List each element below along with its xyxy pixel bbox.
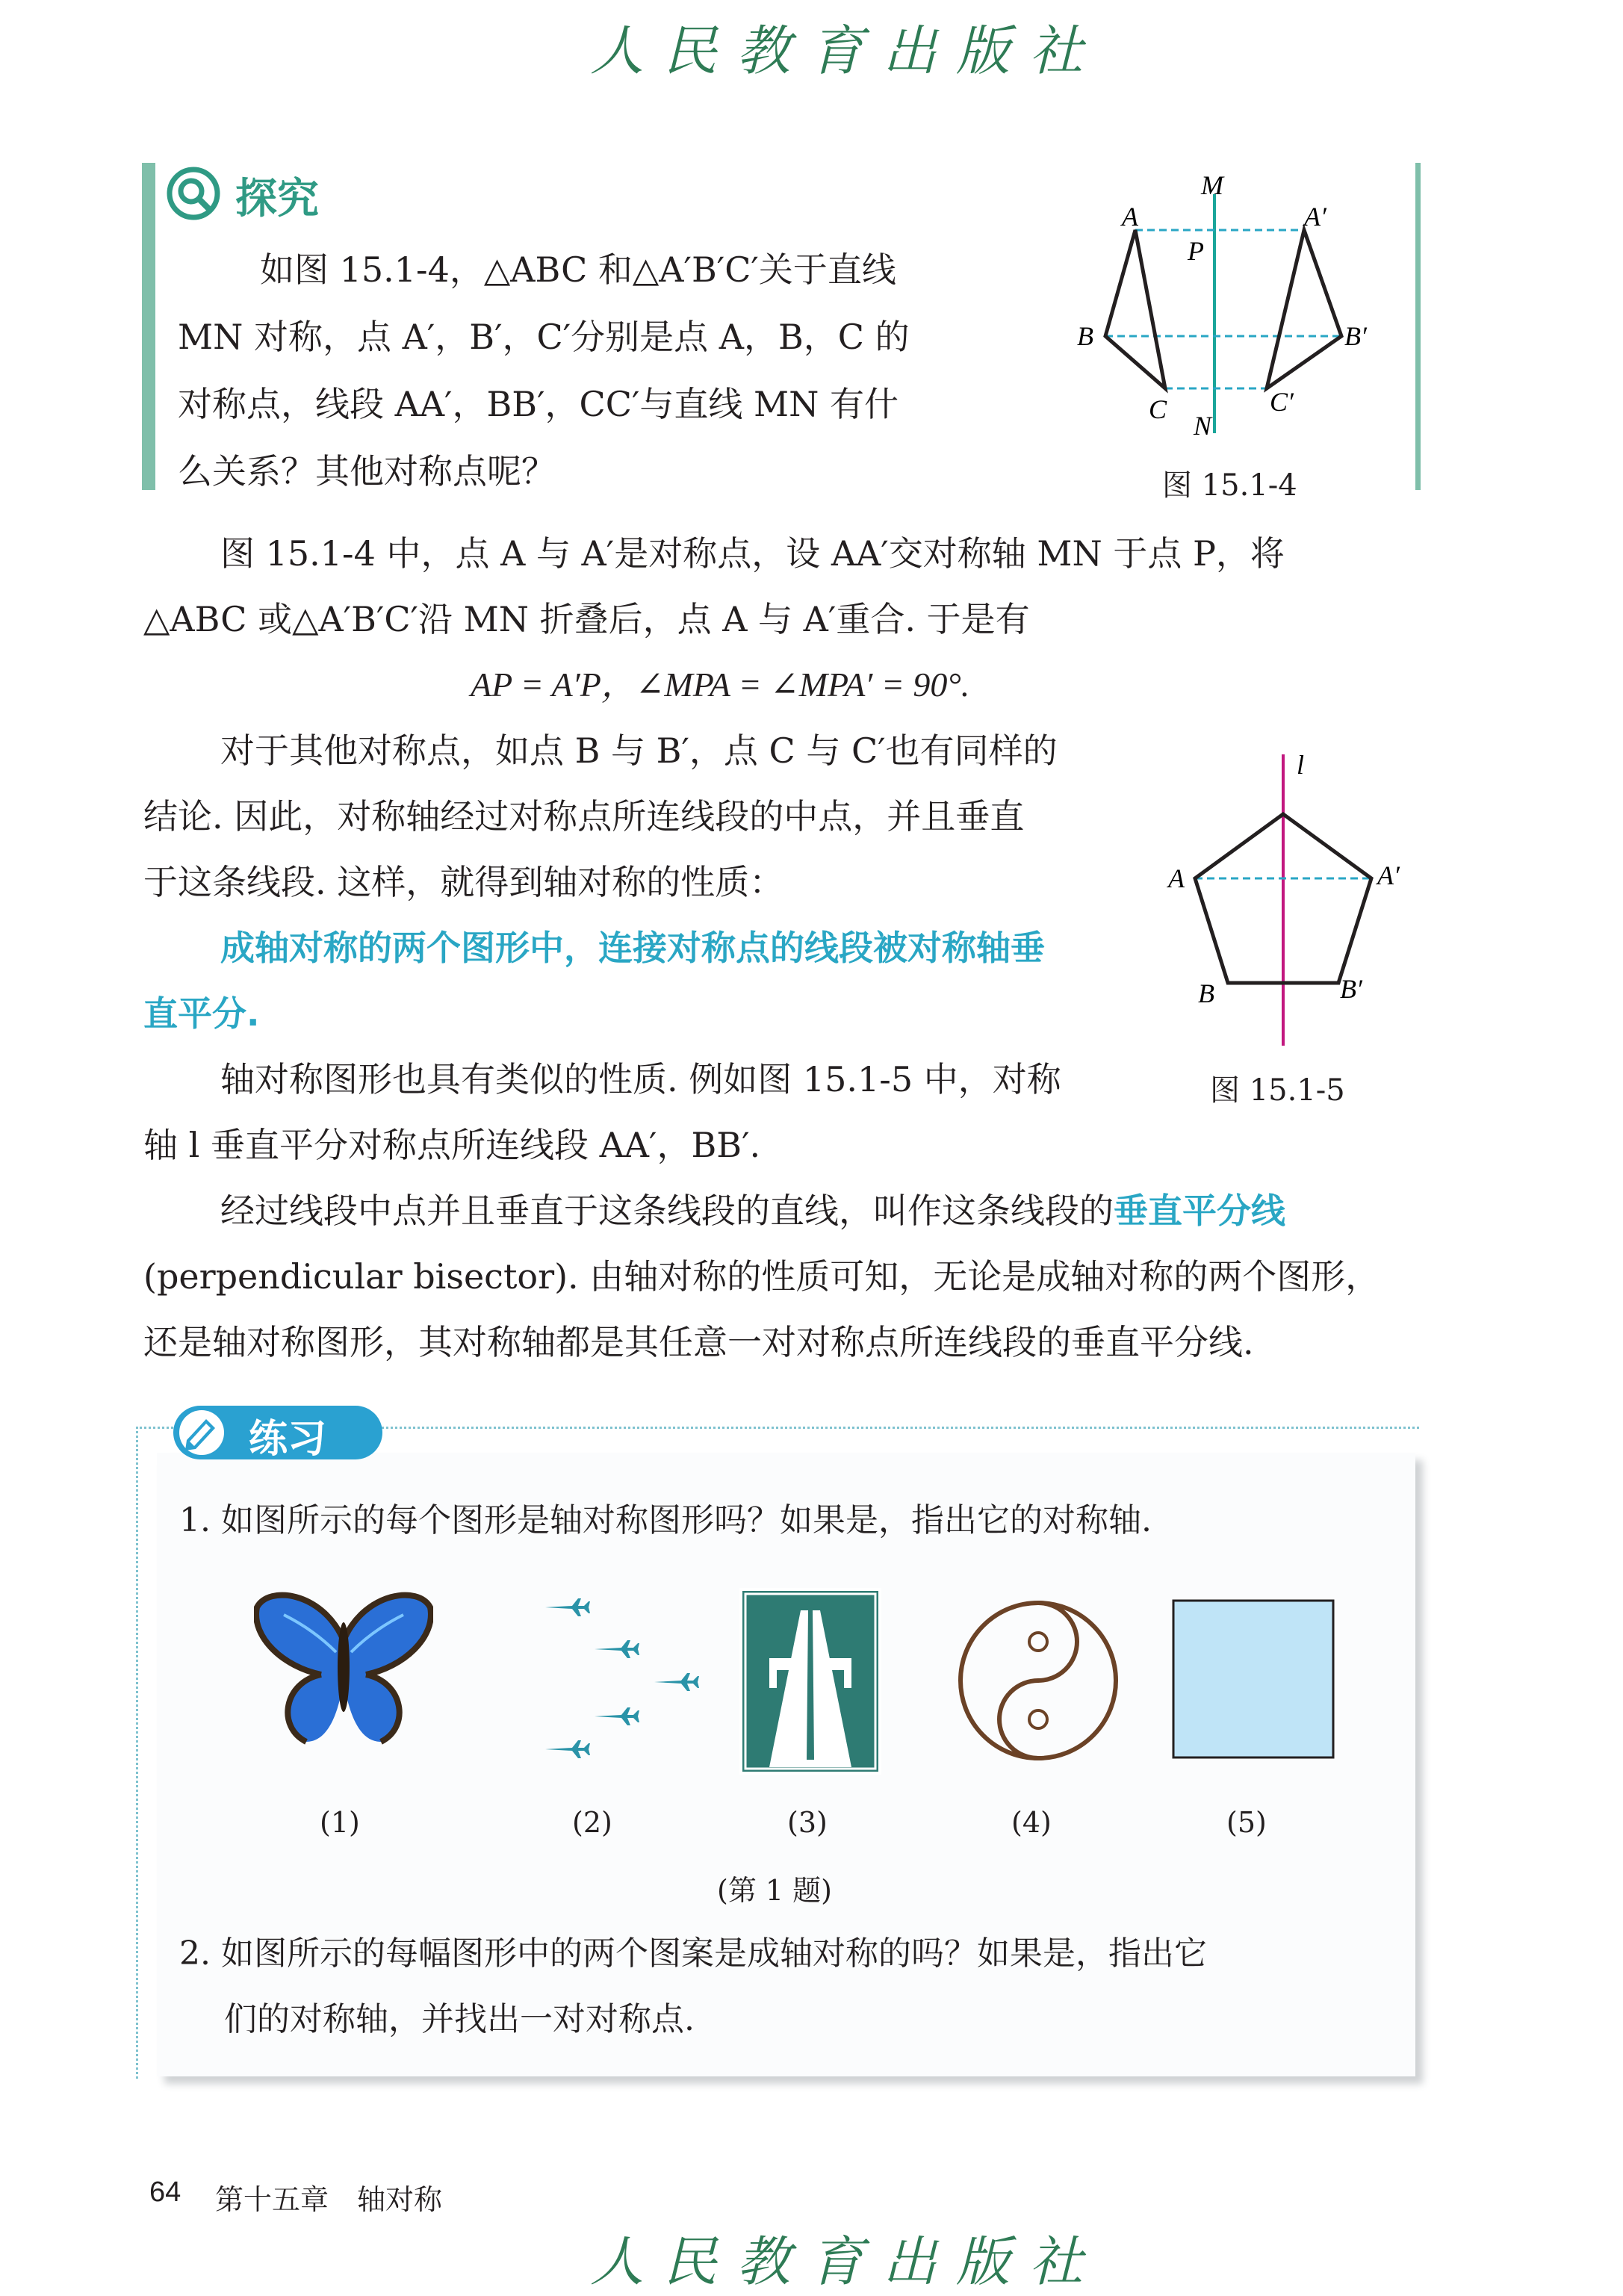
- figure-15-1-4: [1061, 164, 1389, 448]
- explore-line-1: 如图 15.1-4，△ABC 和△A′B′C′关于直线: [260, 249, 896, 290]
- paragraph-1-line-2: △ABC 或△A′B′C′沿 MN 折叠后，点 A 与 A′重合. 于是有: [143, 599, 1030, 639]
- figure-15-1-4-caption: 图 15.1-4: [1162, 468, 1297, 503]
- paragraph-4-line-3: 还是轴对称图形，其对称轴都是其任意一对对称点所连线段的垂直平分线.: [143, 1322, 1254, 1362]
- label-b: B: [1198, 978, 1214, 1008]
- paragraph-1-line-1: 图 15.1-4 中，点 A 与 A′是对称点，设 AA′交对称轴 MN 于点 P，将: [220, 533, 1285, 574]
- page-number: 64: [149, 2176, 181, 2208]
- square-image: [1171, 1598, 1335, 1760]
- label-m: M: [1201, 170, 1223, 200]
- pencil-icon: [176, 1407, 230, 1458]
- figure-label-5: (5): [1226, 1806, 1267, 1839]
- explore-line-3: 对称点，线段 AA′，BB′，CC′与直线 MN 有什: [178, 384, 899, 424]
- figure-15-1-5: [1150, 739, 1419, 1053]
- paragraph-4-start: 经过线段中点并且垂直于这条线段的直线，叫作这条线段的: [220, 1191, 1114, 1231]
- figure-label-1: (1): [320, 1806, 360, 1839]
- label-a: A: [1122, 202, 1138, 232]
- exercise-title: 练习: [249, 1417, 327, 1462]
- paragraph-4-line-2: (perpendicular bisector). 由轴对称的性质可知，无论是成轴对称的两个图形，: [143, 1256, 1380, 1297]
- paragraph-4-line-1: [220, 1178, 1430, 1244]
- explore-right-bar: [1415, 163, 1421, 490]
- paragraph-3-line-2: 轴 l 垂直平分对称点所连线段 AA′，BB′.: [143, 1125, 761, 1165]
- paragraph-2-line-3: 于这条线段. 这样，就得到轴对称的性质：: [143, 862, 784, 902]
- paragraph-3-line-1: 轴对称图形也具有类似的性质. 例如图 15.1-5 中，对称: [220, 1059, 1061, 1099]
- label-b2: B′: [1340, 974, 1362, 1004]
- question-2-line-1: 2. 如图所示的每幅图形中的两个图案是成轴对称的吗？如果是，指出它: [179, 1934, 1207, 1973]
- question-1: 1. 如图所示的每个图形是轴对称图形吗？如果是，指出它的对称轴.: [179, 1501, 1152, 1539]
- label-b: B: [1077, 321, 1093, 351]
- label-p: P: [1188, 236, 1204, 266]
- label-c2: C′: [1270, 387, 1294, 417]
- chapter-title: 第十五章 轴对称: [215, 2183, 443, 2216]
- question-2-line-2: 们的对称轴，并找出一对对称点.: [224, 2000, 695, 2038]
- label-n: N: [1194, 411, 1212, 441]
- label-a2: A′: [1377, 860, 1400, 890]
- figure-label-4: (4): [1011, 1806, 1052, 1839]
- label-l: l: [1297, 750, 1305, 780]
- figure-15-1-5-caption: 图 15.1-5: [1210, 1073, 1345, 1108]
- property-line-1: 成轴对称的两个图形中，连接对称点的线段被对称轴垂: [220, 928, 1045, 968]
- triangle-abc: [1105, 230, 1165, 388]
- figure-label-3: (3): [787, 1806, 828, 1839]
- formula: AP = A′P，∠MPA = ∠MPA′ = 90°.: [471, 665, 970, 704]
- explore-line-4: 么关系？其他对称点呢？: [178, 451, 556, 491]
- label-c: C: [1149, 394, 1167, 424]
- explore-left-bar: [142, 163, 155, 490]
- butterfly-image: [254, 1585, 433, 1749]
- question-1-caption: (第 1 题): [717, 1874, 832, 1907]
- label-b2: B′: [1344, 321, 1367, 351]
- highway-sign-image: [739, 1588, 881, 1775]
- figure-label-2: (2): [572, 1806, 612, 1839]
- explore-title: 探究: [235, 175, 319, 223]
- publisher-logo-header: 人民教育出版社: [590, 19, 1103, 82]
- publisher-logo-footer: 人民教育出版社: [590, 2230, 1103, 2293]
- paragraph-2-line-2: 结论. 因此，对称轴经过对称点所连线段的中点，并且垂直: [143, 796, 1025, 837]
- yin-yang-image: [956, 1598, 1120, 1763]
- paragraph-2-line-1: 对于其他对称点，如点 B 与 B′，点 C 与 C′也有同样的: [220, 730, 1058, 771]
- label-a2: A′: [1304, 202, 1326, 232]
- property-line-2: 直平分.: [143, 993, 260, 1034]
- airplanes-image: [523, 1583, 702, 1770]
- triangle-a2b2c2: [1267, 230, 1341, 388]
- explore-line-2: MN 对称，点 A′，B′，C′分别是点 A，B，C 的: [178, 317, 910, 357]
- explore-icon: [166, 166, 221, 221]
- term-perpendicular-bisector: 垂直平分线: [1114, 1191, 1285, 1231]
- label-a: A: [1168, 863, 1185, 893]
